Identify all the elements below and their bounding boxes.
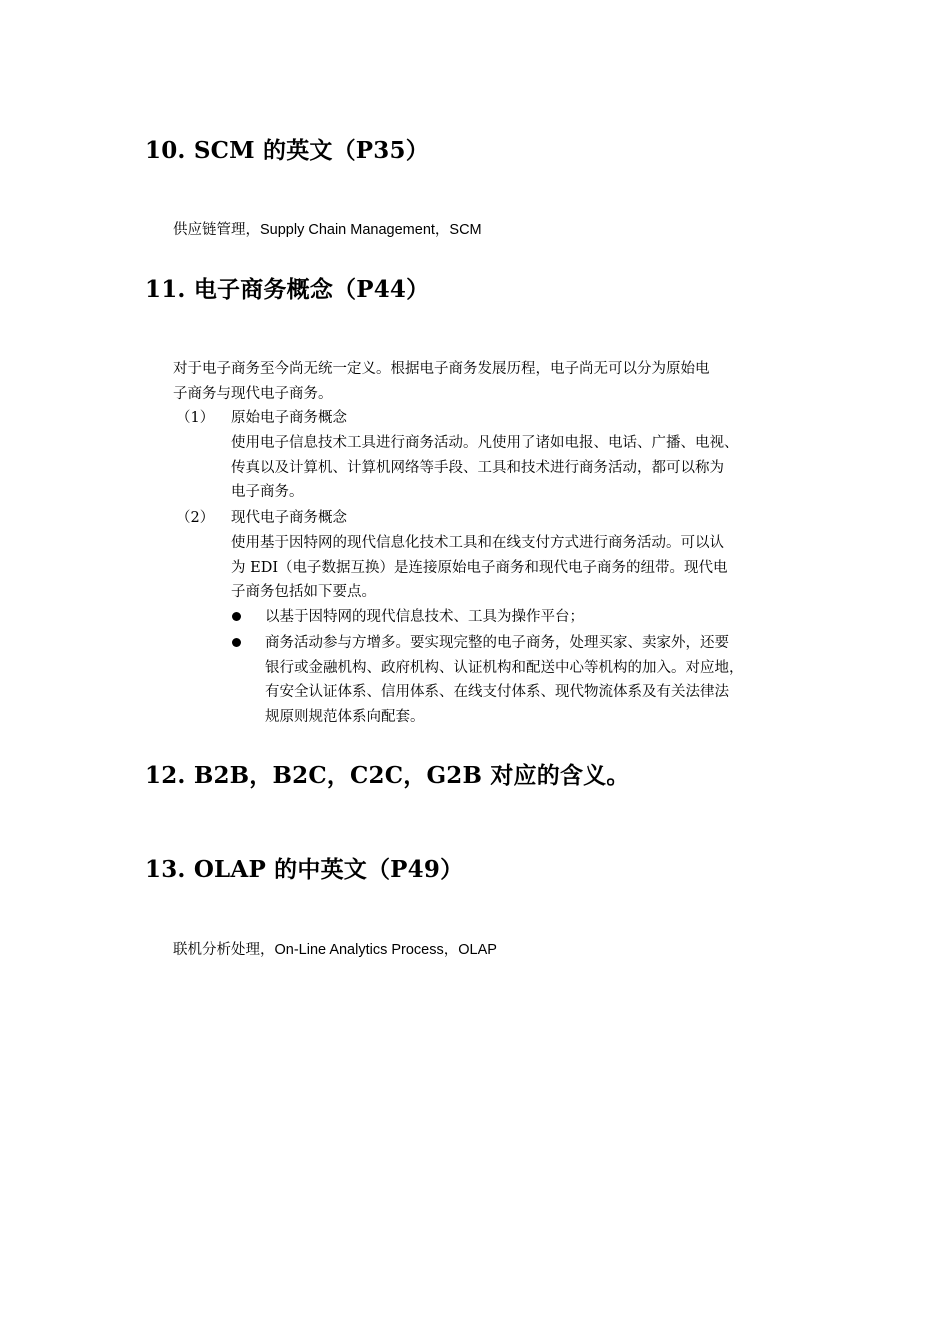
- intro-line: 子商务与现代电子商务。: [173, 385, 333, 402]
- list-item-title: 原始电子商务概念: [231, 410, 347, 426]
- bullet-line: 以基于因特网的现代信息技术、工具为操作平台；: [265, 609, 584, 625]
- section-heading-12: 12. B2B，B2C，C2C，G2B 对应的含义。: [145, 762, 630, 789]
- list-item-body: [231, 431, 821, 505]
- bullet-dot-icon: [232, 638, 241, 647]
- bullet-text: [265, 631, 821, 729]
- section-body-13: 联机分析处理，On-Line Analytics Process，OLAP: [173, 942, 497, 958]
- section-heading-10: 10. SCM 的英文（P35）: [145, 137, 429, 164]
- bullet-line: 银行或金融机构、政府机构、认证机构和配送中心等机构的加入。对应地，: [265, 659, 744, 676]
- bullet-line: 商务活动参与方增多。要实现完整的电子商务，处理买家、卖家外，还要: [265, 635, 729, 651]
- list-item-number: （2）: [176, 510, 215, 526]
- body-line: 传真以及计算机、计算机网络等手段、工具和技术进行商务活动，都可以称为: [231, 459, 724, 476]
- section-intro-11: [173, 357, 813, 406]
- list-item-title: 现代电子商务概念: [231, 510, 347, 526]
- body-line: 子商务包括如下要点。: [231, 584, 376, 601]
- bullet-text: [265, 605, 821, 630]
- section-body-10: 供应链管理，Supply Chain Management，SCM: [173, 222, 482, 238]
- body-line: 使用基于因特网的现代信息化技术工具和在线支付方式进行商务活动。可以认: [231, 535, 724, 551]
- list-item-number: （1）: [176, 410, 215, 426]
- bullet-line: 规原则规范体系向配套。: [265, 708, 425, 725]
- bullet-line: 有安全认证体系、信用体系、在线支付体系、现代物流体系及有关法律法: [265, 684, 729, 701]
- bullet-dot-icon: [232, 612, 241, 621]
- body-line: 电子商务。: [231, 484, 304, 501]
- section-heading-11: 11. 电子商务概念（P44）: [145, 276, 430, 303]
- list-item-body: [231, 531, 821, 605]
- body-line: 为 EDI（电子数据互换）是连接原始电子商务和现代电子商务的纽带。现代电: [231, 559, 728, 576]
- body-line: 使用电子信息技术工具进行商务活动。凡使用了诸如电报、电话、广播、电视、: [231, 435, 739, 451]
- intro-line: 对于电子商务至今尚无统一定义。根据电子商务发展历程，电子尚无可以分为原始电: [173, 361, 710, 377]
- section-heading-13: 13. OLAP 的中英文（P49）: [145, 856, 464, 883]
